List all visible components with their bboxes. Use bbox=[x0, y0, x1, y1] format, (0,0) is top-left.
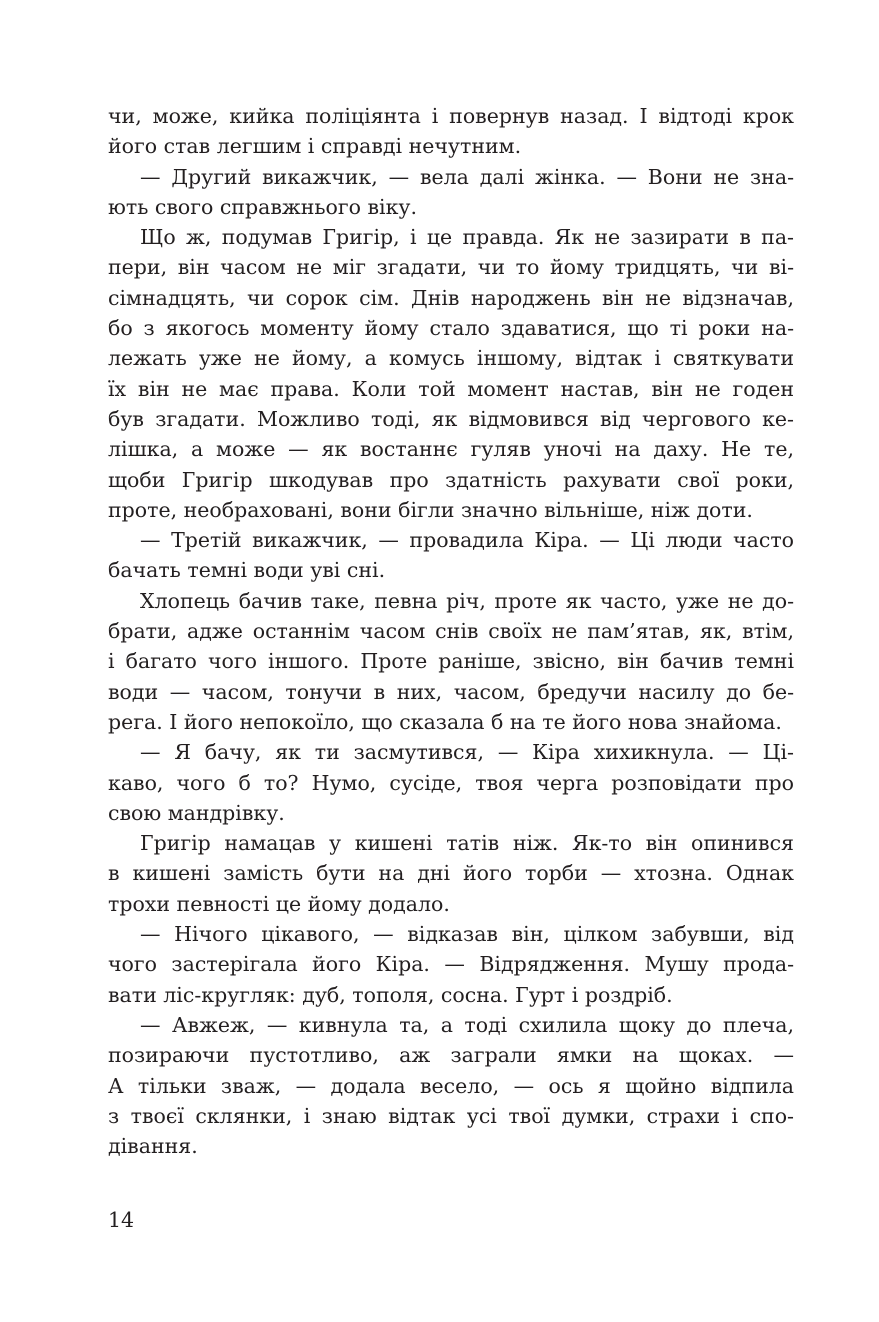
text-line: в кишені замість бути на дні його торби — хтозна. Однак bbox=[108, 861, 794, 886]
text-line: чи, може, кийка поліціянта і повернув назад. І відтоді крок bbox=[108, 104, 794, 128]
text-line: лежать уже не йому, а комусь іншому, відтак і святкувати bbox=[108, 346, 794, 371]
text-line: проте, необраховані, вони бігли значно вільніше, ніж доти. bbox=[108, 497, 753, 522]
text-line: був згадати. Можливо тоді, як відмовився від чергового ке- bbox=[108, 406, 794, 431]
text-line: чого застерігала його Кіра. — Відрядження. Мушу прода- bbox=[108, 952, 794, 977]
text-line: — Авжеж, — кивнула та, а тоді схилила щоку до плеча, bbox=[140, 1012, 794, 1037]
text-line: свою мандрівку. bbox=[108, 800, 285, 825]
text-line: лішка, а може — як востаннє гуляв уночі на даху. Не те, bbox=[108, 437, 794, 462]
text-line: бачать темні води уві сні. bbox=[108, 558, 386, 583]
text-line: Що ж, подумав Григір, і це правда. Як не зазирати в па- bbox=[140, 225, 794, 250]
text-line: їх він не має права. Коли той момент настав, він не годен bbox=[108, 376, 794, 401]
page-number: 14 bbox=[108, 1208, 135, 1232]
text-line: рега. І його непокоїло, що сказала б на те його нова знайома. bbox=[108, 709, 782, 734]
text-line: його став легшим і справді нечутним. bbox=[108, 134, 522, 159]
text-line: трохи певності це йому додало. bbox=[108, 891, 450, 916]
text-line: з твоєї склянки, і знаю відтак усі твої думки, страхи і спо- bbox=[108, 1103, 794, 1128]
text-line: дівання. bbox=[108, 1134, 198, 1159]
text-line: позираючи пустотливо, аж заграли ямки на щоках. — bbox=[108, 1043, 794, 1068]
text-line: ють свого справжнього віку. bbox=[108, 194, 417, 219]
text-line: — Другий викажчик, — вела далі жінка. — Вони не зна- bbox=[140, 164, 794, 189]
text-line: брати, адже останнім часом снів своїх не пам’ятав, як, втім, bbox=[108, 619, 794, 644]
text-line: каво, чого б то? Нумо, сусіде, твоя черга розповідати про bbox=[108, 770, 794, 795]
text-line: сімнадцять, чи сорок сім. Днів народжень він не відзначав, bbox=[108, 285, 794, 310]
text-line: пери, він часом не міг згадати, чи то йому тридцять, чи ві- bbox=[108, 255, 794, 280]
text-line: бо з якогось моменту йому стало здаватися, що ті роки на- bbox=[108, 316, 794, 341]
text-line: води — часом, тонучи в них, часом, бредучи насилу до бе- bbox=[108, 679, 794, 704]
body-text bbox=[108, 101, 794, 1161]
text-line: Хлопець бачив таке, певна річ, проте як часто, уже не до- bbox=[140, 588, 794, 613]
text-line: — Третій викажчик, — провадила Кіра. — Ці люди часто bbox=[140, 528, 794, 553]
text-line: — Я бачу, як ти засмутився, — Кіра хихикнула. — Ці- bbox=[140, 740, 794, 765]
text-line: — Нічого цікавого, — відказав він, цілком забувши, від bbox=[140, 922, 794, 947]
text-line: А тільки зваж, — додала весело, — ось я щойно відпила bbox=[108, 1073, 794, 1098]
text-line: і багато чого іншого. Проте раніше, звісно, він бачив темні bbox=[108, 649, 794, 674]
text-line: щоби Григір шкодував про здатність рахувати свої роки, bbox=[108, 467, 794, 492]
text-line: Григір намацав у кишені татів ніж. Як-то він опинився bbox=[140, 831, 794, 856]
text-line: вати ліс-кругляк: дуб, тополя, сосна. Гурт і роздріб. bbox=[108, 982, 673, 1007]
